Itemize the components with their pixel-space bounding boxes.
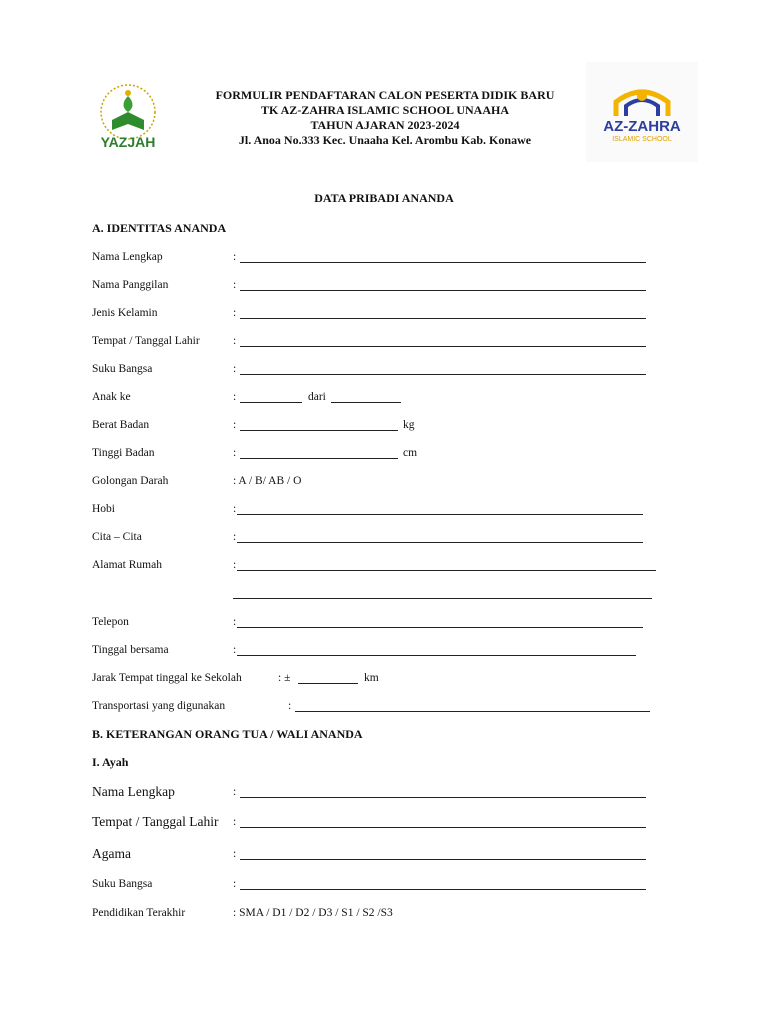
label-anak-ke: Anak ke [92, 391, 131, 403]
label-ayah-pendidikan: Pendidikan Terakhir [92, 907, 186, 919]
telepon-field[interactable] [237, 627, 643, 628]
header-line-4: Jl. Anoa No.333 Kec. Unaaha Kel. Arombu Kab. Konawe [238, 133, 532, 147]
suku-bangsa-field[interactable] [240, 374, 646, 375]
label-jarak-sekolah: Jarak Tempat tinggal ke Sekolah [92, 672, 242, 684]
colon: : [233, 391, 237, 403]
label-ayah-agama: Agama [92, 846, 131, 861]
az-zahra-logo [586, 62, 698, 162]
nama-lengkap-field[interactable] [240, 262, 646, 263]
berat-badan-field[interactable] [240, 430, 398, 431]
ayah-suku-bangsa-field[interactable] [240, 889, 646, 890]
colon: : [233, 503, 237, 515]
az-zahra-logo-text: AZ-ZAHRA [603, 118, 681, 135]
header-line-3: TAHUN AJARAN 2023-2024 [310, 118, 460, 132]
label-ayah-nama-lengkap: Nama Lengkap [92, 784, 175, 799]
label-suku-bangsa: Suku Bangsa [92, 363, 153, 375]
label-ayah-suku-bangsa: Suku Bangsa [92, 878, 153, 890]
ayah-agama-field[interactable] [240, 859, 646, 860]
label-cita-cita: Cita – Cita [92, 531, 142, 543]
header-line-1: FORMULIR PENDAFTARAN CALON PESERTA DIDIK BARU [215, 88, 555, 102]
colon: : [233, 419, 237, 431]
colon: : [233, 447, 237, 459]
colon: : [233, 644, 237, 656]
section-b-ayah-heading: I. Ayah [92, 755, 129, 769]
label-nama-panggilan: Nama Panggilan [92, 279, 169, 291]
form-title: DATA PRIBADI ANANDA [314, 191, 454, 205]
anak-ke-field[interactable] [240, 402, 302, 403]
ayah-nama-lengkap-field[interactable] [240, 797, 646, 798]
cita-cita-field[interactable] [237, 542, 643, 543]
label-tinggi-badan: Tinggi Badan [92, 447, 155, 459]
label-tempat-tanggal-lahir: Tempat / Tanggal Lahir [92, 335, 200, 347]
label-jenis-kelamin: Jenis Kelamin [92, 307, 158, 319]
berat-unit: kg [403, 419, 415, 431]
alamat-rumah-field-line-1[interactable] [237, 570, 656, 571]
tinggi-unit: cm [403, 447, 418, 459]
label-nama-lengkap: Nama Lengkap [92, 251, 163, 263]
tinggi-badan-field[interactable] [240, 458, 398, 459]
tinggal-bersama-field[interactable] [237, 655, 636, 656]
jenis-kelamin-field[interactable] [240, 318, 646, 319]
header-line-2: TK AZ-ZAHRA ISLAMIC SCHOOL UNAAHA [260, 103, 510, 117]
ayah-tempat-tanggal-lahir-field[interactable] [240, 827, 646, 828]
colon: : [233, 878, 237, 890]
alamat-rumah-field-line-2[interactable] [233, 598, 652, 599]
label-ayah-tempat-tanggal-lahir: Tempat / Tanggal Lahir [92, 814, 219, 829]
anak-dari-field[interactable] [331, 402, 401, 403]
jarak-field[interactable] [298, 683, 358, 684]
colon: : [233, 307, 237, 319]
label-alamat-rumah: Alamat Rumah [92, 559, 162, 571]
nama-panggilan-field[interactable] [240, 290, 646, 291]
colon: : [233, 531, 237, 543]
colon: : [233, 363, 237, 375]
label-hobi: Hobi [92, 503, 115, 515]
colon: : [233, 616, 237, 628]
tempat-tanggal-lahir-field[interactable] [240, 346, 646, 347]
colon: : [233, 559, 237, 571]
label-tinggal-bersama: Tinggal bersama [92, 644, 169, 656]
section-a-heading: A. IDENTITAS ANANDA [92, 221, 227, 235]
label-transportasi: Transportasi yang digunakan [92, 700, 226, 712]
colon: : [233, 335, 237, 347]
label-berat-badan: Berat Badan [92, 419, 150, 431]
jarak-unit: km [364, 672, 379, 684]
golongan-darah-options[interactable]: : A / B/ AB / O [233, 475, 302, 487]
jarak-prefix: : ± [278, 672, 291, 684]
label-telepon: Telepon [92, 616, 129, 628]
colon: : [233, 279, 237, 291]
hobi-field[interactable] [237, 514, 643, 515]
yazjah-logo-text: YAZJAH [100, 134, 156, 150]
ayah-pendidikan-options[interactable]: : SMA / D1 / D2 / D3 / S1 / S2 /S3 [233, 907, 393, 919]
az-zahra-logo-subtext: ISLAMIC SCHOOL [612, 136, 672, 143]
colon: : [288, 700, 292, 712]
transportasi-field[interactable] [295, 711, 650, 712]
yazjah-logo [92, 82, 164, 162]
section-b-heading: B. KETERANGAN ORANG TUA / WALI ANANDA [92, 727, 363, 741]
colon: : [233, 816, 237, 828]
label-anak-dari: dari [308, 391, 326, 403]
colon: : [233, 848, 237, 860]
colon: : [233, 251, 237, 263]
label-golongan-darah: Golongan Darah [92, 475, 169, 487]
colon: : [233, 786, 237, 798]
